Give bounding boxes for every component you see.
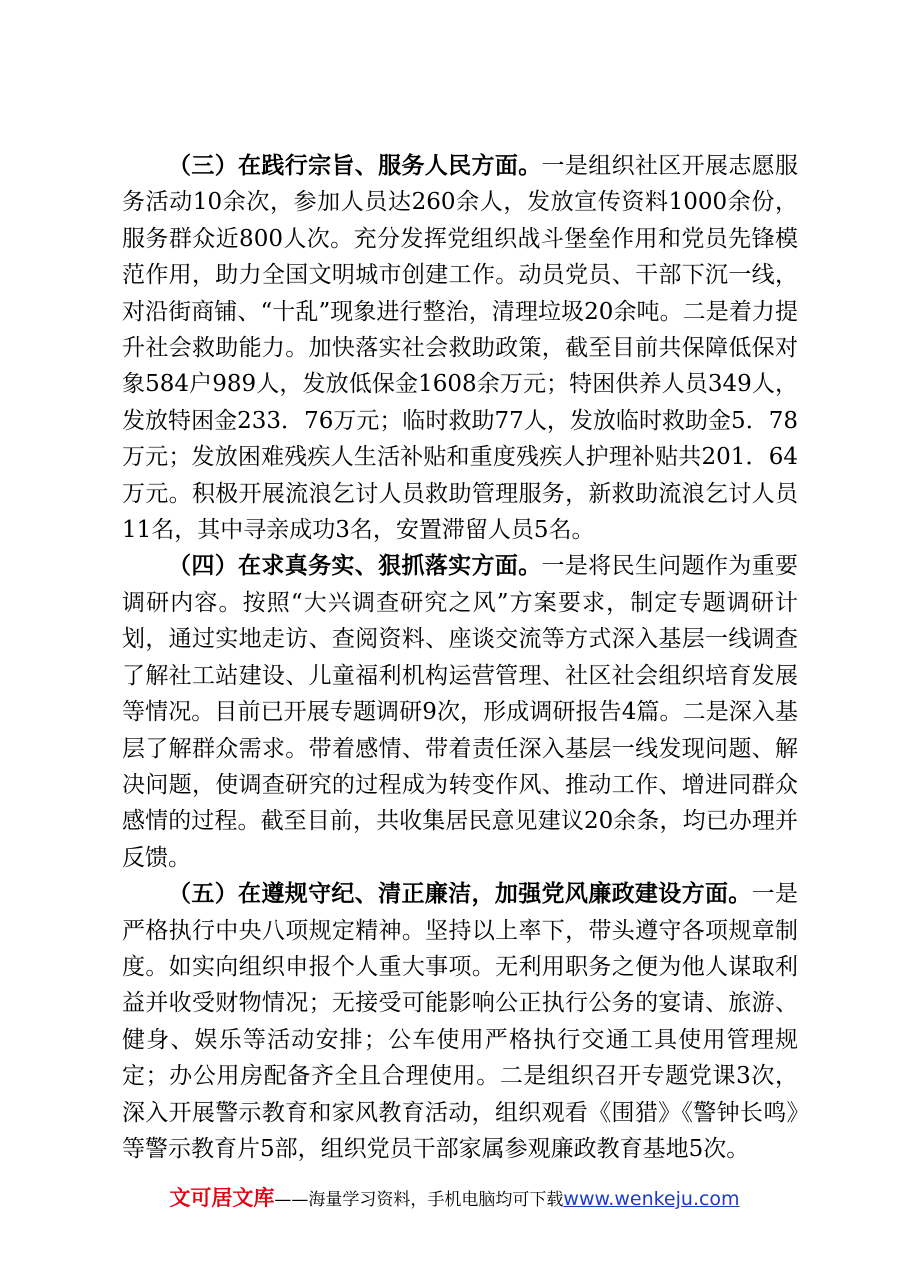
footer-tagline: ——海量学习资料，手机电脑均可下载: [274, 1190, 564, 1210]
footer-brand: 文可居文库: [169, 1186, 275, 1210]
paragraph-five: [122, 876, 798, 1167]
section-heading-five: （五）在遵规守纪、清正廉洁，加强党风廉政建设方面。: [168, 880, 752, 908]
paragraph-four: [122, 548, 798, 876]
section-heading-four: （四）在求真务实、狠抓落实方面。: [168, 552, 542, 580]
section-heading-three: （三）在践行宗旨、服务人民方面。: [168, 152, 542, 179]
section-body-three: 一是组织社区开展志愿服务活动10余次，参加人员达260余人，发放宣传资料1000余份，服务群众近800人次。充分发挥党组织战斗堡垒作用和党员先锋模范作用，助力全国文明城市创建工作。动员党员、干部下沉一线，对沿街商铺、“十乱”现象进行整治，清理垃圾20余吨。二是着力提升社会救助能力。加快落实社会救助政策，截至目前共保障低保对象584户989人，发放低保金1608余万元；特困供养人员349人，发放特困金233．76万元；临时救助77人，发放临时救助金5．78万元；发放困难残疾人生活补贴和重度残疾人护理补贴共201．64万元。积极开展流浪乞讨人员救助管理服务，新救助流浪乞讨人员11名，其中寻亲成功3名，安置滞留人员5名。: [122, 153, 799, 544]
paragraph-three: [122, 148, 798, 548]
footer-website-link[interactable]: www.wenkeju.com: [563, 1188, 740, 1210]
section-body-four: 一是将民生问题作为重要调研内容。按照“大兴调查研究之风”方案要求，制定专题调研计划，通过实地走访、查阅资料、座谈交流等方式深入基层一线调查了解社工站建设、儿童福利机构运营管理、社区社会组织培育发展等情况。目前已开展专题调研9次，形成调研报告4篇。二是深入基层了解群众需求。带着感情、带着责任深入基层一线发现问题、解决问题，使调查研究的过程成为转变作风、推动工作、增进同群众感情的过程。截至目前，共收集居民意见建议20余条，均已办理并反馈。: [122, 553, 799, 871]
section-body-five: 一是严格执行中央八项规定精神。坚持以上率下，带头遵守各项规章制度。如实向组织申报个人重大事项。无利用职务之便为他人谋取利益并收受财物情况；无接受可能影响公正执行公务的宴请、旅游、健身、娱乐等活动安排；公车使用严格执行交通工具使用管理规定；办公用房配备齐全且合理使用。二是组织召开专题党课3次，深入开展警示教育和家风教育活动，组织观看《围猎》《警钟长鸣》等警示教育片5部，组织党员干部家属参观廉政教育基地5次。: [122, 881, 799, 1162]
page-footer: [0, 1182, 909, 1212]
document-body: [122, 148, 798, 1167]
